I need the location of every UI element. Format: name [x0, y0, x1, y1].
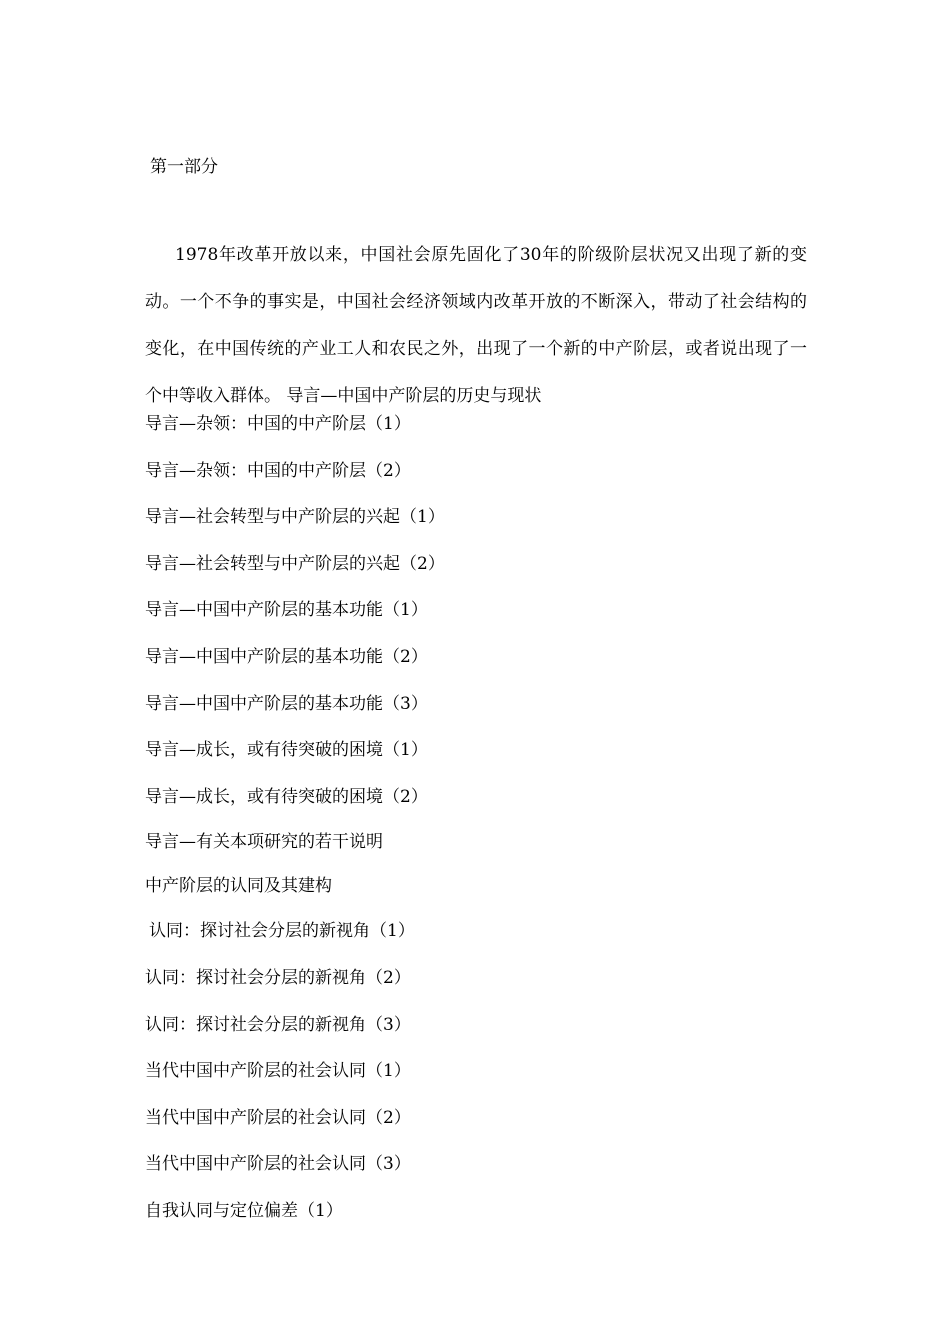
- section-title: 第一部分: [150, 157, 218, 177]
- toc-item: 导言—中国中产阶层的基本功能（1）: [145, 600, 428, 621]
- toc-item: 导言—有关本项研究的若干说明: [145, 832, 383, 853]
- intro-paragraph: 1978年改革开放以来，中国社会原先固化了30年的阶级阶层状况又出现了新的变动。一个不争的事实是，中国社会经济领域内改革开放的不断深入，带动了社会结构的变化，在中国传统的产业工人和农民之外，出现了一个新的中产阶层，或者说出现了一个中等收入群体。 导言—中国中产阶层的历史与现状: [145, 245, 807, 406]
- toc-item: 导言—杂领：中国的中产阶层（1）: [145, 414, 411, 434]
- toc-item: 导言—杂领：中国的中产阶层（2）: [145, 460, 411, 481]
- toc-item: 自我认同与定位偏差（1）: [145, 1200, 343, 1221]
- toc-item: 中产阶层的认同及其建构: [145, 876, 332, 897]
- toc-item: 当代中国中产阶层的社会认同（3）: [145, 1154, 411, 1175]
- toc-item: 导言—社会转型与中产阶层的兴起（2）: [145, 553, 445, 574]
- toc-item: 导言—成长，或有待突破的困境（2）: [145, 786, 428, 807]
- toc-item: 当代中国中产阶层的社会认同（2）: [145, 1107, 411, 1128]
- toc-item: 导言—中国中产阶层的基本功能（2）: [145, 646, 428, 667]
- toc-item: 认同：探讨社会分层的新视角（2）: [145, 967, 411, 988]
- toc-item: 导言—成长，或有待突破的困境（1）: [145, 740, 428, 761]
- toc-item: 当代中国中产阶层的社会认同（1）: [145, 1061, 411, 1082]
- toc-item: 认同：探讨社会分层的新视角（1）: [149, 921, 415, 942]
- toc-item: 认同：探讨社会分层的新视角（3）: [145, 1014, 411, 1035]
- table-of-contents: [145, 401, 445, 1235]
- toc-item: 导言—社会转型与中产阶层的兴起（1）: [145, 507, 445, 528]
- toc-item: 导言—中国中产阶层的基本功能（3）: [145, 693, 428, 714]
